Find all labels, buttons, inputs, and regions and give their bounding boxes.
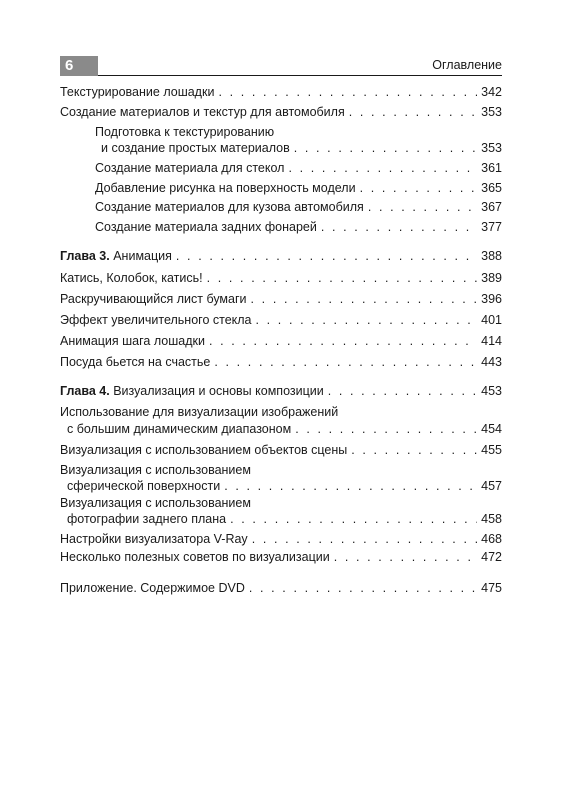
header-title: Оглавление bbox=[432, 58, 502, 72]
toc-entry-page: 453 bbox=[481, 384, 502, 398]
toc-entry-page: 475 bbox=[481, 581, 502, 595]
toc-leader-dots bbox=[218, 84, 477, 100]
toc-entry[interactable] bbox=[60, 354, 502, 370]
toc-entry-title: сферической поверхности bbox=[67, 479, 221, 493]
toc-entry-page: 468 bbox=[481, 532, 502, 546]
toc-entry-title: Добавление рисунка на поверхность модели bbox=[95, 181, 356, 195]
toc-entry-title: с большим динамическим диапазоном bbox=[67, 422, 292, 436]
toc-leader-dots bbox=[252, 531, 477, 547]
toc-entry-page: 457 bbox=[481, 479, 502, 493]
toc-leader-dots bbox=[207, 270, 478, 286]
toc-chapter[interactable] bbox=[60, 248, 502, 264]
toc-entry[interactable] bbox=[67, 511, 502, 527]
toc-leader-dots bbox=[351, 442, 477, 458]
toc-entry-title: Посуда бьется на счастье bbox=[60, 355, 211, 369]
toc-entry-title-line1[interactable]: Визуализация с использованием bbox=[60, 496, 251, 510]
toc-entry-title: Создание материала задних фонарей bbox=[95, 220, 317, 234]
toc-entry-title: Приложение. Содержимое DVD bbox=[60, 581, 245, 595]
toc-leader-dots bbox=[176, 248, 477, 264]
header-rule bbox=[98, 75, 502, 76]
toc-entry-title-line1[interactable]: Использование для визуализации изображений bbox=[60, 405, 339, 419]
toc-entry[interactable] bbox=[95, 160, 502, 176]
toc-entry-title: Катись, Колобок, катись! bbox=[60, 271, 203, 285]
toc-leader-dots bbox=[368, 199, 477, 215]
toc-entry[interactable] bbox=[60, 549, 502, 565]
toc-entry[interactable] bbox=[67, 421, 502, 437]
toc-entry-title: Визуализация с использованием объектов сцены bbox=[60, 443, 348, 457]
toc-entry-title: Создание материала для стекол bbox=[95, 161, 285, 175]
toc-entry[interactable] bbox=[67, 478, 502, 494]
toc-leader-dots bbox=[209, 333, 477, 349]
toc-entry-page: 361 bbox=[481, 161, 502, 175]
toc-entry-page: 414 bbox=[481, 334, 502, 348]
toc-entry[interactable] bbox=[60, 291, 502, 307]
toc-entry-page: 472 bbox=[481, 550, 502, 564]
toc-chapter[interactable] bbox=[60, 383, 502, 399]
chapter-label: Глава 4. bbox=[60, 384, 110, 398]
toc-entry-title: Создание материалов и текстур для автомобиля bbox=[60, 105, 345, 119]
chapter-name: Анимация bbox=[113, 249, 172, 263]
toc-entry[interactable] bbox=[60, 333, 502, 349]
toc-leader-dots bbox=[334, 549, 477, 565]
page-header bbox=[60, 56, 502, 76]
toc-entry[interactable] bbox=[60, 580, 502, 596]
toc-entry-page: 353 bbox=[481, 141, 502, 155]
toc-leader-dots bbox=[224, 478, 477, 494]
toc-entry-page: 388 bbox=[481, 249, 502, 263]
toc-entry-page: 367 bbox=[481, 200, 502, 214]
toc-entry[interactable] bbox=[95, 219, 502, 235]
toc-entry[interactable] bbox=[101, 140, 502, 156]
toc-entry[interactable] bbox=[95, 199, 502, 215]
toc-entry[interactable] bbox=[95, 180, 502, 196]
toc-chapter-title bbox=[60, 248, 172, 264]
toc-entry-title: и создание простых материалов bbox=[101, 141, 290, 155]
toc-entry-page: 401 bbox=[481, 313, 502, 327]
toc-entry-page: 443 bbox=[481, 355, 502, 369]
toc-leader-dots bbox=[349, 104, 477, 120]
toc-leader-dots bbox=[249, 580, 477, 596]
toc-entry[interactable] bbox=[60, 84, 502, 100]
toc-entry-page: 396 bbox=[481, 292, 502, 306]
toc-entry-page: 389 bbox=[481, 271, 502, 285]
toc-entry-page: 365 bbox=[481, 181, 502, 195]
toc-leader-dots bbox=[256, 312, 478, 328]
toc-leader-dots bbox=[214, 354, 477, 370]
toc-entry[interactable] bbox=[60, 104, 502, 120]
toc-entry-page: 455 bbox=[481, 443, 502, 457]
toc-entry[interactable] bbox=[60, 442, 502, 458]
toc-entry-page: 458 bbox=[481, 512, 502, 526]
toc-leader-dots bbox=[230, 511, 477, 527]
toc-entry-title: Анимация шага лошадки bbox=[60, 334, 205, 348]
toc-entry-title: Текстурирование лошадки bbox=[60, 85, 215, 99]
toc-entry-title-line1[interactable]: Визуализация с использованием bbox=[60, 463, 251, 477]
toc-leader-dots bbox=[251, 291, 478, 307]
toc-entry-title: Создание материалов для кузова автомобиля bbox=[95, 200, 364, 214]
toc-entry-page: 353 bbox=[481, 105, 502, 119]
toc-entry-title: фотографии заднего плана bbox=[67, 512, 227, 526]
toc-entry-page: 454 bbox=[481, 422, 502, 436]
toc-leader-dots bbox=[321, 219, 477, 235]
toc-entry-title: Настройки визуализатора V-Ray bbox=[60, 532, 248, 546]
toc-entry-title: Эффект увеличительного стекла bbox=[60, 313, 252, 327]
chapter-name: Визуализация и основы композиции bbox=[113, 384, 324, 398]
chapter-label: Глава 3. bbox=[60, 249, 110, 263]
toc-leader-dots bbox=[294, 140, 477, 156]
toc-leader-dots bbox=[360, 180, 478, 196]
toc-leader-dots bbox=[288, 160, 477, 176]
toc-entry-title: Несколько полезных советов по визуализации bbox=[60, 550, 330, 564]
toc-entry-title: Раскручивающийся лист бумаги bbox=[60, 292, 247, 306]
toc-entry[interactable] bbox=[60, 312, 502, 328]
page-number-badge: 6 bbox=[60, 56, 98, 76]
toc-leader-dots bbox=[295, 421, 477, 437]
toc-entry-page: 342 bbox=[481, 85, 502, 99]
toc-leader-dots bbox=[328, 383, 477, 399]
toc-entry-title-line1[interactable]: Подготовка к текстурированию bbox=[95, 125, 275, 139]
toc-entry-page: 377 bbox=[481, 220, 502, 234]
toc-chapter-title bbox=[60, 383, 324, 399]
toc-entry[interactable] bbox=[60, 270, 502, 286]
toc-entry[interactable] bbox=[60, 531, 502, 547]
